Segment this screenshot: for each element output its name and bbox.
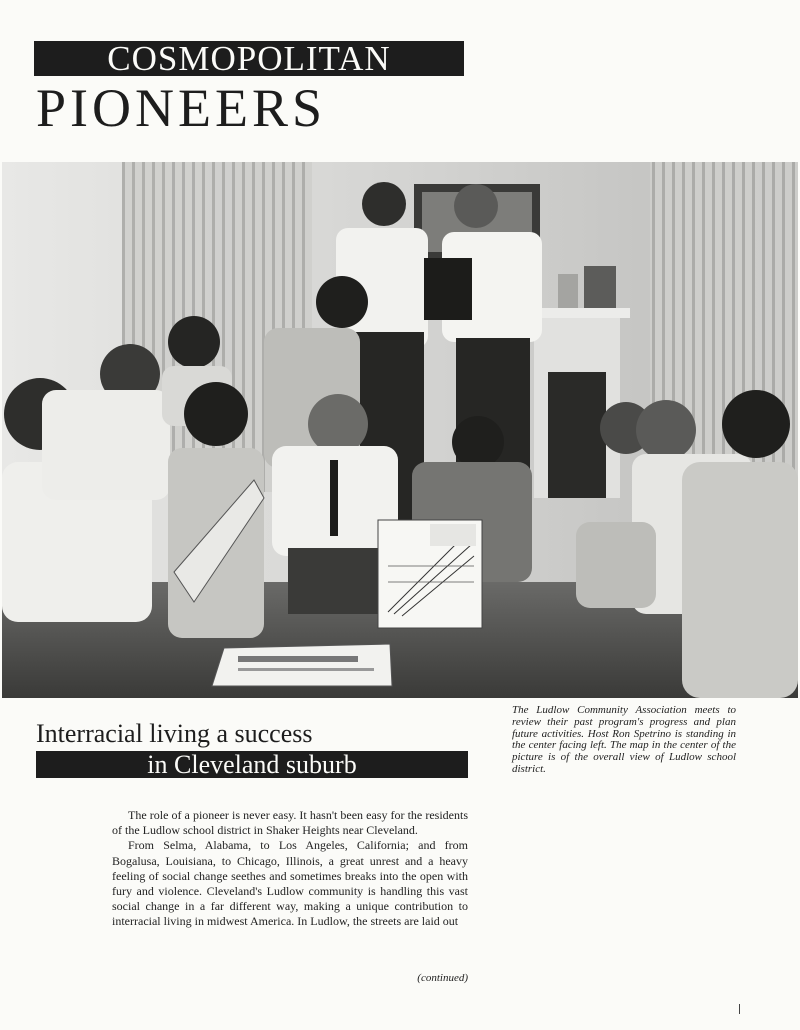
group-photograph	[2, 162, 798, 698]
paragraph: From Selma, Alabama, to Los Angeles, California; and from Bogalusa, Louisiana, to Chicago, Illinois, a great unrest and a heavy feeling of social change seethes and sometimes breaks into the open with fury and violence. Cleveland's Ludlow community is handling this vast social change in a far different way, making a unique contribution to interracial living in midwest America. In Ludlow, the streets are laid out	[112, 838, 468, 929]
section-kicker: COSMOPOLITAN	[34, 41, 464, 76]
photo-caption: The Ludlow Community Association meets to review their past program's progress and plan future activities. Host Ron Spetrino is standing in the center facing left. The map in the center of the picture is of the overall view of Ludlow school district.	[512, 704, 736, 775]
continued-label: (continued)	[417, 972, 468, 984]
district-map	[378, 520, 482, 628]
article-deck-line2: in Cleveland suburb	[36, 751, 468, 778]
page-mark-icon	[738, 1004, 742, 1014]
article-body	[112, 808, 468, 930]
floor-chart	[212, 644, 392, 686]
article-deck-line1: Interracial living a success	[36, 719, 313, 748]
paragraph: The role of a pioneer is never easy. It hasn't been easy for the residents of the Ludlow school district in Shaker Heights near Cleveland.	[112, 808, 468, 838]
page-title: PIONEERS	[36, 78, 327, 138]
